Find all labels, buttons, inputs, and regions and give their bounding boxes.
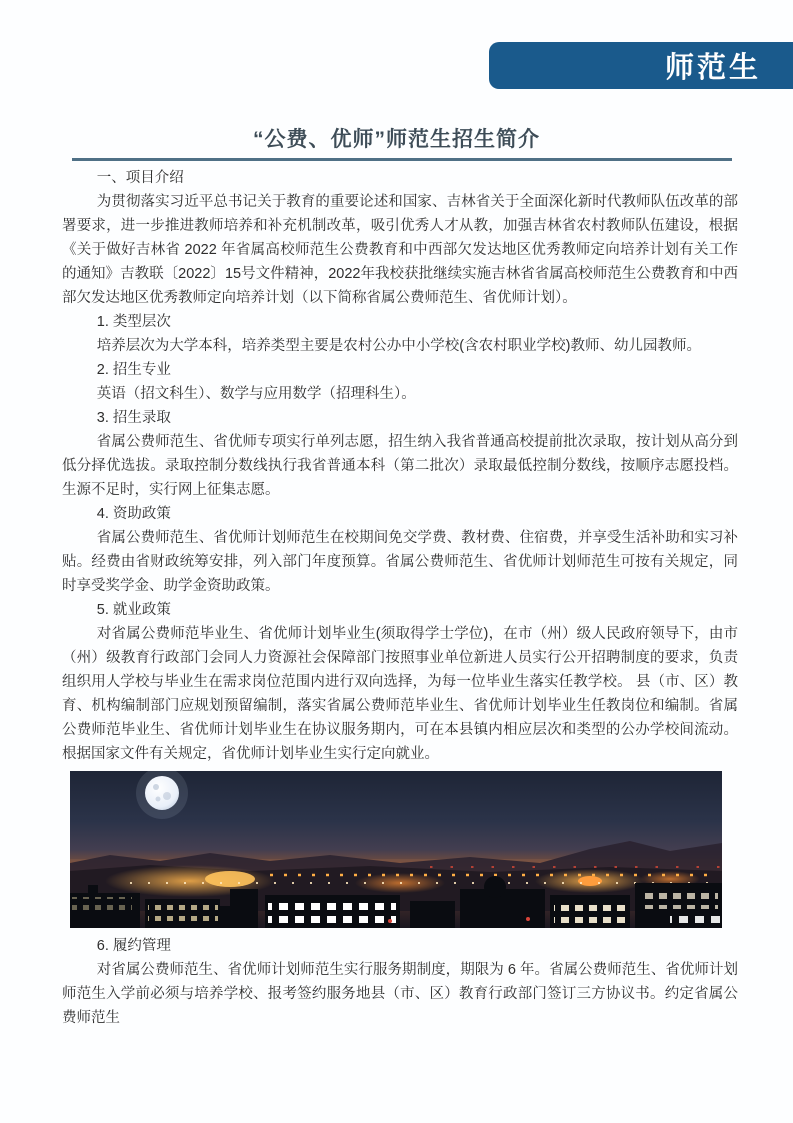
campus-night-skyline-photo: [70, 771, 722, 928]
paragraph-type-level: 培养层次为大学本科，培养类型主要是农村公办中小学校(含农村职业学校)教师、幼儿园教师。: [96, 338, 701, 354]
subheading-type-level: 1. 类型层次: [96, 314, 171, 330]
subheading-majors: 2. 招生专业: [96, 362, 171, 378]
subheading-admission: 3. 招生录取: [96, 410, 171, 426]
page-title: “公费、优师”师范生招生简介: [253, 128, 540, 151]
paragraph-funding: 省属公费师范生、省优师计划师范生在校期间免交学费、教材费、住宿费，并享受生活补助和实习补贴。经费由省财政统筹安排，列入部门年度预算。省属公费师范生、省优师计划师范生可按有关规定，同时享受奖学金、助学金资助政策。: [62, 530, 738, 594]
section-heading-intro: 一、项目介绍: [96, 170, 184, 186]
subheading-contract: 6. 履约管理: [96, 938, 171, 954]
paragraph-admission: 省属公费师范生、省优师专项实行单列志愿，招生纳入我省普通高校提前批次录取，按计划从高分到低分择优选拔。录取控制分数线执行我省普通本科（第二批次）录取最低控制分数线，按顺序志愿投档。生源不足时，实行网上征集志愿。: [62, 434, 738, 498]
subheading-employment: 5. 就业政策: [96, 602, 171, 618]
title-divider: [72, 158, 732, 161]
subheading-funding: 4. 资助政策: [96, 506, 171, 522]
paragraph-employment: 对省属公费师范毕业生、省优师计划毕业生(须取得学士学位)，在市（州）级人民政府领导下，由市（州）级教育行政部门会同人力资源社会保障部门按照事业单位新进人员实行公开招聘制度的要求，负责组织用人学校与毕业生在需求岗位范围内进行双向选择，为每一位毕业生落实任教学校。 县（市、区）教育、机构编制部门应规划预留编制，落实省属公费师范毕业生、省优师计划毕业生任教岗位和编制。省属公费师范毕业生、省优师计划毕业生在协议服务期内，可在本县镇内相应层次和类型的公办学校间流动。根据国家文件有关规定，省优师计划毕业生实行定向就业。: [62, 626, 738, 762]
paragraph-contract: 对省属公费师范生、省优师计划师范生实行服务期制度，期限为 6 年。省属公费师范生、省优师计划师范生入学前必须与培养学校、报考签约服务地县（市、区）教育行政部门签订三方协议书。约定省属公费师范生: [62, 962, 738, 1026]
banner-label: 师范生: [664, 52, 761, 84]
paragraph-intro: 为贯彻落实习近平总书记关于教育的重要论述和国家、吉林省关于全面深化新时代教师队伍改革的部署要求，进一步推进教师培养和补充机制改革，吸引优秀人才从教，加强吉林省农村教师队伍建设，根据《关于做好吉林省 2022 年省属高校师范生公费教育和中西部欠发达地区优秀教师定向培养计划有关工作的通知》吉教联〔2022〕15号文件精神，2022年我校获批继续实施吉林省省属高校师范生公费教育和中西部欠发达地区优秀教师定向培养计划（以下简称省属公费师范生、省优师计划）。: [62, 194, 738, 306]
night-city-illustration: [70, 771, 722, 928]
teacher-student-banner: [489, 42, 793, 89]
document-body: [62, 166, 738, 1030]
paragraph-majors: 英语（招文科生）、数学与应用数学（招理科生）。: [96, 386, 416, 402]
